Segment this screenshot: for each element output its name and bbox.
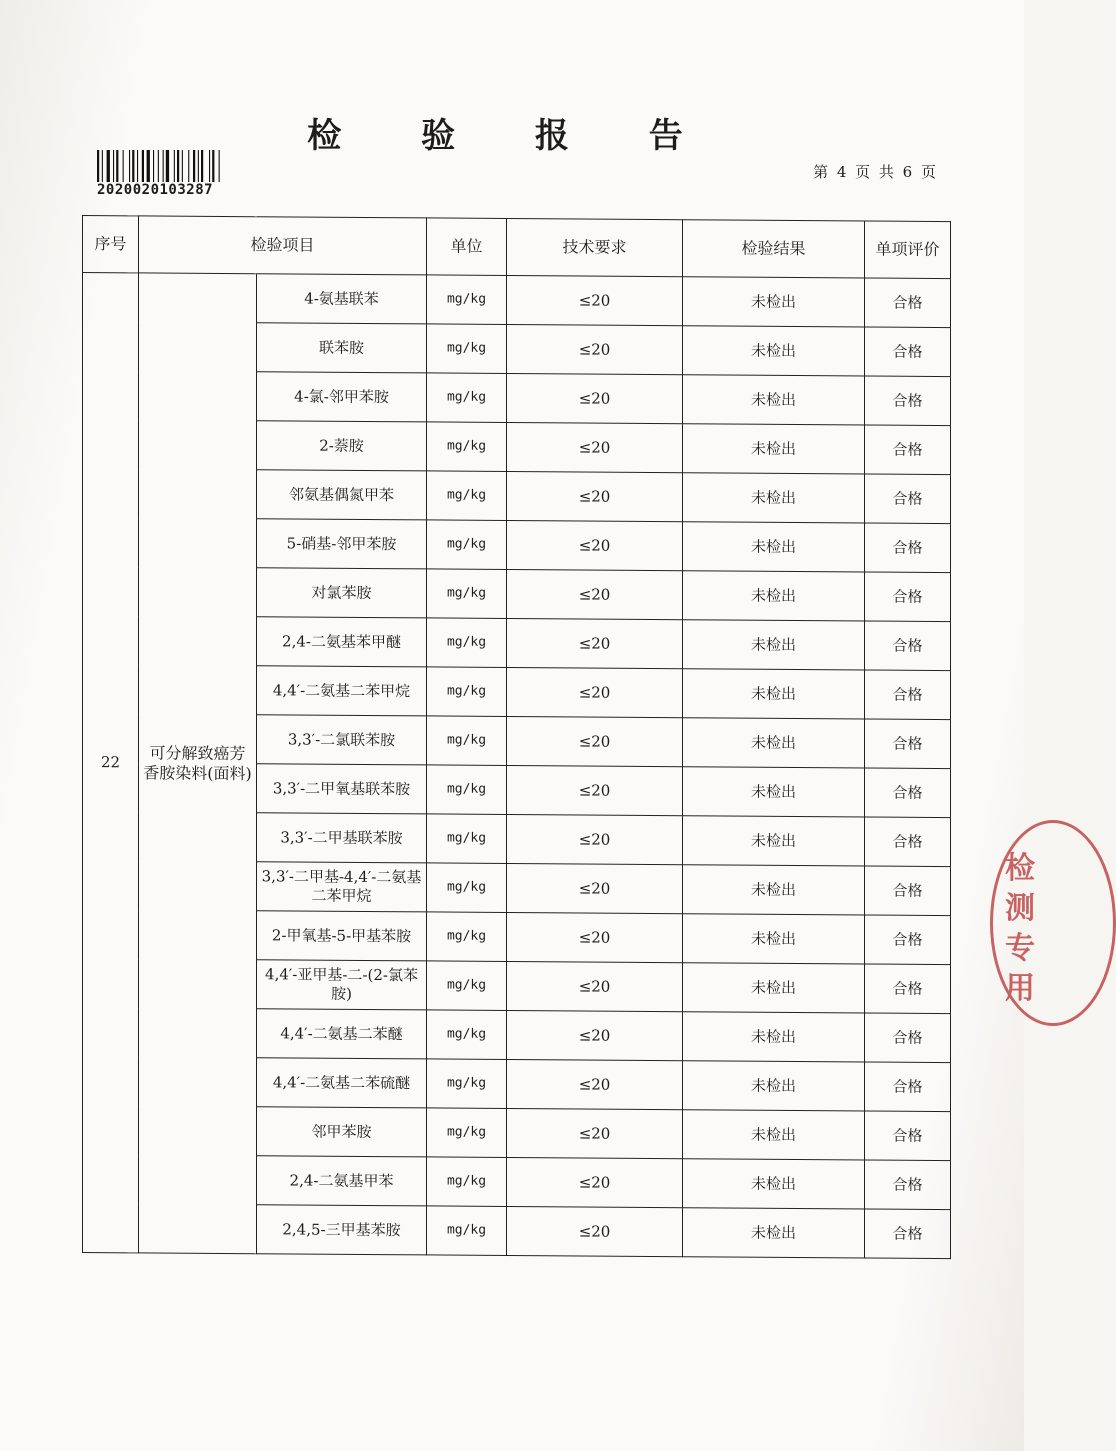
requirement-cell: ≤20 [507, 1010, 683, 1060]
evaluation-cell: 合格 [865, 915, 951, 965]
result-cell: 未检出 [683, 1208, 865, 1258]
requirement-cell: ≤20 [507, 373, 683, 423]
evaluation-cell: 合格 [865, 964, 951, 1014]
item-cell: 2,4,5-三甲基苯胺 [257, 1205, 427, 1255]
barcode-graphic [97, 150, 257, 182]
category-cell: 可分解致癌芳香胺染料(面料) [139, 273, 257, 1254]
requirement-cell: ≤20 [507, 961, 683, 1011]
result-cell: 未检出 [683, 1061, 865, 1111]
seq-cell: 22 [83, 273, 139, 1253]
requirement-cell: ≤20 [507, 716, 683, 766]
item-cell: 4-氯-邻甲苯胺 [257, 372, 427, 422]
result-cell: 未检出 [683, 669, 865, 719]
item-cell: 邻氨基偶氮甲苯 [257, 470, 427, 520]
evaluation-cell: 合格 [865, 327, 951, 377]
item-cell: 4,4′-二氨基二苯硫醚 [257, 1058, 427, 1108]
item-cell: 2,4-二氨基甲苯 [257, 1156, 427, 1206]
item-cell: 4,4′-二氨基二苯醚 [257, 1009, 427, 1059]
header-unit: 单位 [427, 218, 507, 276]
evaluation-cell: 合格 [865, 1062, 951, 1112]
requirement-cell: ≤20 [507, 765, 683, 815]
requirement-cell: ≤20 [507, 275, 683, 325]
header-item: 检验项目 [139, 216, 427, 275]
item-cell: 2-萘胺 [257, 421, 427, 471]
unit-cell: mg/kg [427, 569, 507, 619]
unit-cell: mg/kg [427, 814, 507, 864]
result-cell: 未检出 [683, 816, 865, 866]
evaluation-cell: 合格 [865, 572, 951, 622]
result-cell: 未检出 [683, 718, 865, 768]
unit-cell: mg/kg [427, 520, 507, 570]
result-cell: 未检出 [683, 767, 865, 817]
evaluation-cell: 合格 [865, 817, 951, 867]
evaluation-cell: 合格 [865, 719, 951, 769]
evaluation-cell: 合格 [865, 1013, 951, 1063]
requirement-cell: ≤20 [507, 520, 683, 570]
table-row [83, 273, 951, 328]
evaluation-cell: 合格 [865, 1111, 951, 1161]
result-cell: 未检出 [683, 473, 865, 523]
result-cell: 未检出 [683, 963, 865, 1013]
item-cell: 3,3′-二甲基联苯胺 [257, 813, 427, 863]
header-result: 检验结果 [683, 220, 865, 278]
evaluation-cell: 合格 [865, 474, 951, 524]
requirement-cell: ≤20 [507, 814, 683, 864]
result-cell: 未检出 [683, 620, 865, 670]
requirement-cell: ≤20 [507, 863, 683, 913]
item-cell: 4,4′-二氨基二苯甲烷 [257, 666, 427, 716]
header-seq: 序号 [83, 216, 139, 273]
inspection-table [82, 215, 951, 1259]
inspection-seal-stamp: 检 测 专 用 [990, 820, 1116, 1026]
evaluation-cell: 合格 [865, 670, 951, 720]
result-cell: 未检出 [683, 571, 865, 621]
result-cell: 未检出 [683, 522, 865, 572]
item-cell: 3,3′-二甲氧基联苯胺 [257, 764, 427, 814]
requirement-cell: ≤20 [507, 1206, 683, 1256]
requirement-cell: ≤20 [507, 422, 683, 472]
unit-cell: mg/kg [427, 1157, 507, 1207]
evaluation-cell: 合格 [865, 1209, 951, 1259]
requirement-cell: ≤20 [507, 324, 683, 374]
unit-cell: mg/kg [427, 912, 507, 962]
evaluation-cell: 合格 [865, 768, 951, 818]
evaluation-cell: 合格 [865, 376, 951, 426]
item-cell: 联苯胺 [257, 323, 427, 373]
evaluation-cell: 合格 [865, 621, 951, 671]
requirement-cell: ≤20 [507, 471, 683, 521]
result-cell: 未检出 [683, 1110, 865, 1160]
unit-cell: mg/kg [427, 618, 507, 668]
item-cell: 5-硝基-邻甲苯胺 [257, 519, 427, 569]
item-cell: 2,4-二氨基苯甲醚 [257, 617, 427, 667]
unit-cell: mg/kg [427, 1206, 507, 1256]
item-cell: 2-甲氧基-5-甲基苯胺 [257, 911, 427, 961]
result-cell: 未检出 [683, 277, 865, 327]
unit-cell: mg/kg [427, 373, 507, 423]
report-title: 检 验 报 告 [307, 116, 717, 156]
result-cell: 未检出 [683, 424, 865, 474]
item-cell: 3,3′-二氯联苯胺 [257, 715, 427, 765]
result-cell: 未检出 [683, 1012, 865, 1062]
barcode-number: 2020020103287 [97, 182, 214, 198]
result-cell: 未检出 [683, 1159, 865, 1209]
unit-cell: mg/kg [427, 716, 507, 766]
result-cell: 未检出 [683, 326, 865, 376]
requirement-cell: ≤20 [507, 1108, 683, 1158]
unit-cell: mg/kg [427, 1108, 507, 1158]
unit-cell: mg/kg [427, 667, 507, 717]
unit-cell: mg/kg [427, 1059, 507, 1109]
result-cell: 未检出 [683, 865, 865, 915]
requirement-cell: ≤20 [507, 569, 683, 619]
unit-cell: mg/kg [427, 324, 507, 374]
item-cell: 4,4′-亚甲基-二-(2-氯苯胺) [257, 960, 427, 1010]
item-cell: 对氯苯胺 [257, 568, 427, 618]
evaluation-cell: 合格 [865, 866, 951, 916]
item-cell: 3,3′-二甲基-4,4′-二氨基二苯甲烷 [257, 862, 427, 912]
page-indicator: 第 4 页 共 6 页 [813, 163, 936, 181]
unit-cell: mg/kg [427, 471, 507, 521]
requirement-cell: ≤20 [507, 618, 683, 668]
item-cell: 4-氨基联苯 [257, 274, 427, 324]
evaluation-cell: 合格 [865, 523, 951, 573]
item-cell: 邻甲苯胺 [257, 1107, 427, 1157]
evaluation-cell: 合格 [865, 425, 951, 475]
evaluation-cell: 合格 [865, 1160, 951, 1210]
unit-cell: mg/kg [427, 765, 507, 815]
requirement-cell: ≤20 [507, 1157, 683, 1207]
unit-cell: mg/kg [427, 422, 507, 472]
result-cell: 未检出 [683, 375, 865, 425]
unit-cell: mg/kg [427, 961, 507, 1011]
requirement-cell: ≤20 [507, 667, 683, 717]
unit-cell: mg/kg [427, 863, 507, 913]
header-evaluation: 单项评价 [865, 221, 951, 279]
requirement-cell: ≤20 [507, 912, 683, 962]
result-cell: 未检出 [683, 914, 865, 964]
requirement-cell: ≤20 [507, 1059, 683, 1109]
table-header-row [83, 216, 951, 279]
unit-cell: mg/kg [427, 275, 507, 325]
evaluation-cell: 合格 [865, 278, 951, 328]
unit-cell: mg/kg [427, 1010, 507, 1060]
header-requirement: 技术要求 [507, 218, 683, 276]
